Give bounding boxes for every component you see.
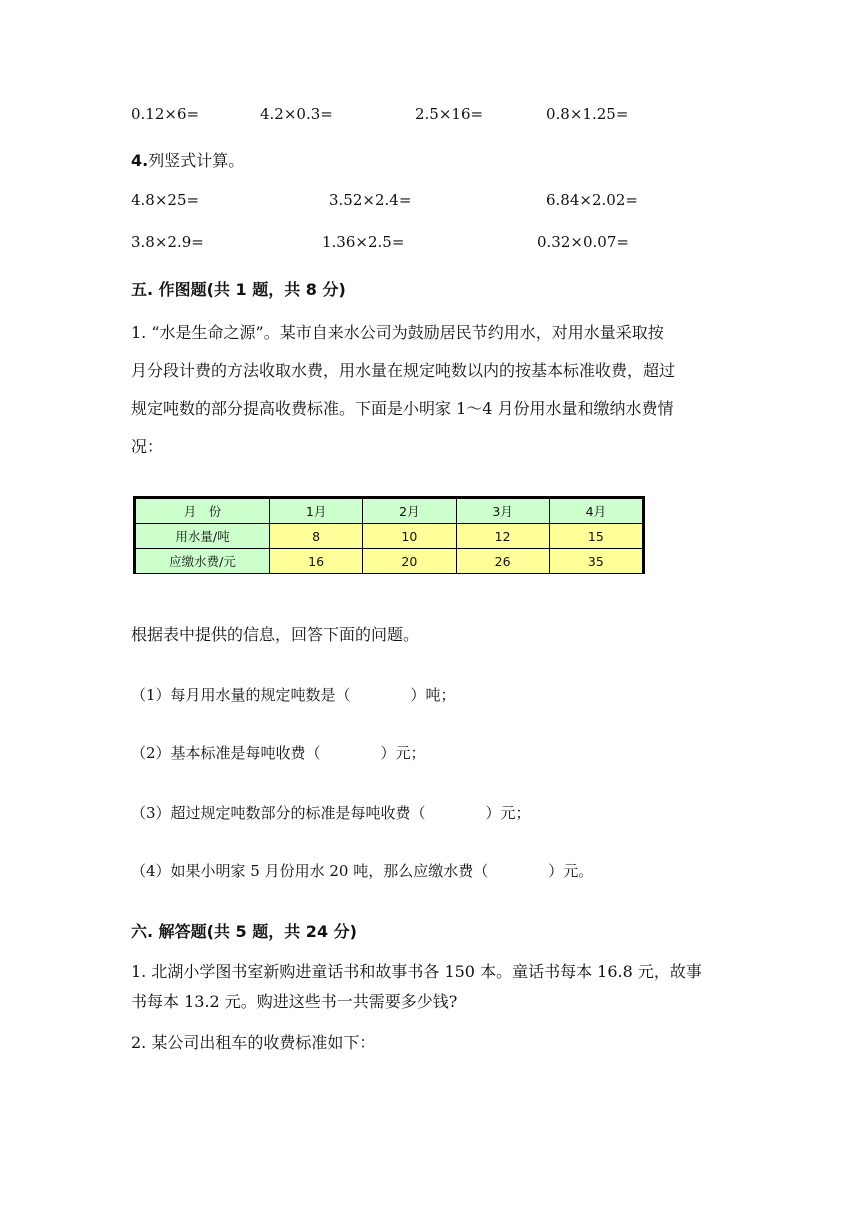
calc-item: 0.12×6= — [131, 105, 200, 123]
calc-item: 0.8×1.25= — [546, 105, 629, 123]
problem-paragraph — [131, 957, 731, 1017]
table-cell: 15 — [549, 524, 642, 549]
table-header-cell: 4月 — [549, 499, 642, 524]
paragraph-line: 规定吨数的部分提高收费标准。下面是小明家 1～4 月份用水量和缴纳水费情 — [131, 399, 674, 418]
table-cell: 20 — [363, 549, 456, 574]
subquestion: （1）每月用水量的规定吨数是（ ）吨； — [131, 686, 456, 704]
table-header-cell: 1月 — [270, 499, 363, 524]
table-header-cell: 月 份 — [136, 499, 270, 524]
paragraph-line: 1. “水是生命之源”。某市自来水公司为鼓励居民节约用水，对用水量采取按 — [131, 323, 664, 342]
calc-item: 3.52×2.4= — [329, 191, 412, 209]
water-fee-table — [133, 496, 645, 574]
paragraph-line: 书每本 13.2 元。购进这些书一共需要多少钱? — [131, 992, 458, 1011]
paragraph-line: 月分段计费的方法收取水费，用水量在规定吨数以内的按基本标准收费，超过 — [131, 361, 676, 380]
table-header-cell: 3月 — [456, 499, 549, 524]
section-heading: 五. 作图题(共 1 题，共 8 分) — [131, 280, 346, 299]
calc-item: 1.36×2.5= — [322, 233, 405, 251]
question-4 — [131, 148, 244, 171]
table-cell: 8 — [270, 524, 363, 549]
table-header-cell: 2月 — [363, 499, 456, 524]
subquestion: （4）如果小明家 5 月份用水 20 吨，那么应缴水费（ ）元。 — [131, 862, 594, 880]
subquestion: （2）基本标准是每吨收费（ ）元； — [131, 744, 426, 762]
table-row — [136, 524, 643, 549]
table-cell: 10 — [363, 524, 456, 549]
table-cell: 12 — [456, 524, 549, 549]
section-heading: 六. 解答题(共 5 题，共 24 分) — [131, 922, 357, 941]
table-cell: 16 — [270, 549, 363, 574]
problem-paragraph — [131, 314, 731, 466]
row-label: 用水量/吨 — [136, 524, 270, 549]
table-header-row — [136, 499, 643, 524]
calc-item: 6.84×2.02= — [546, 191, 638, 209]
paragraph-line: 况： — [131, 437, 164, 456]
problem-text: 2. 某公司出租车的收费标准如下： — [131, 1033, 376, 1052]
question-text: 列竖式计算。 — [148, 151, 245, 170]
paragraph-line: 1. 北湖小学图书室新购进童话书和故事书各 150 本。童话书每本 16.8 元，故事 — [131, 962, 702, 981]
question-number: 4. — [131, 151, 149, 170]
calc-item: 4.2×0.3= — [260, 105, 333, 123]
subquestion: （3）超过规定吨数部分的标准是每吨收费（ ）元； — [131, 804, 531, 822]
table-cell: 26 — [456, 549, 549, 574]
table-row — [136, 549, 643, 574]
question-prompt: 根据表中提供的信息，回答下面的问题。 — [131, 625, 420, 644]
row-label: 应缴水费/元 — [136, 549, 270, 574]
calc-item: 3.8×2.9= — [131, 233, 204, 251]
table-cell: 35 — [549, 549, 642, 574]
calc-item: 0.32×0.07= — [537, 233, 629, 251]
calc-item: 4.8×25= — [131, 191, 200, 209]
calc-item: 2.5×16= — [415, 105, 484, 123]
